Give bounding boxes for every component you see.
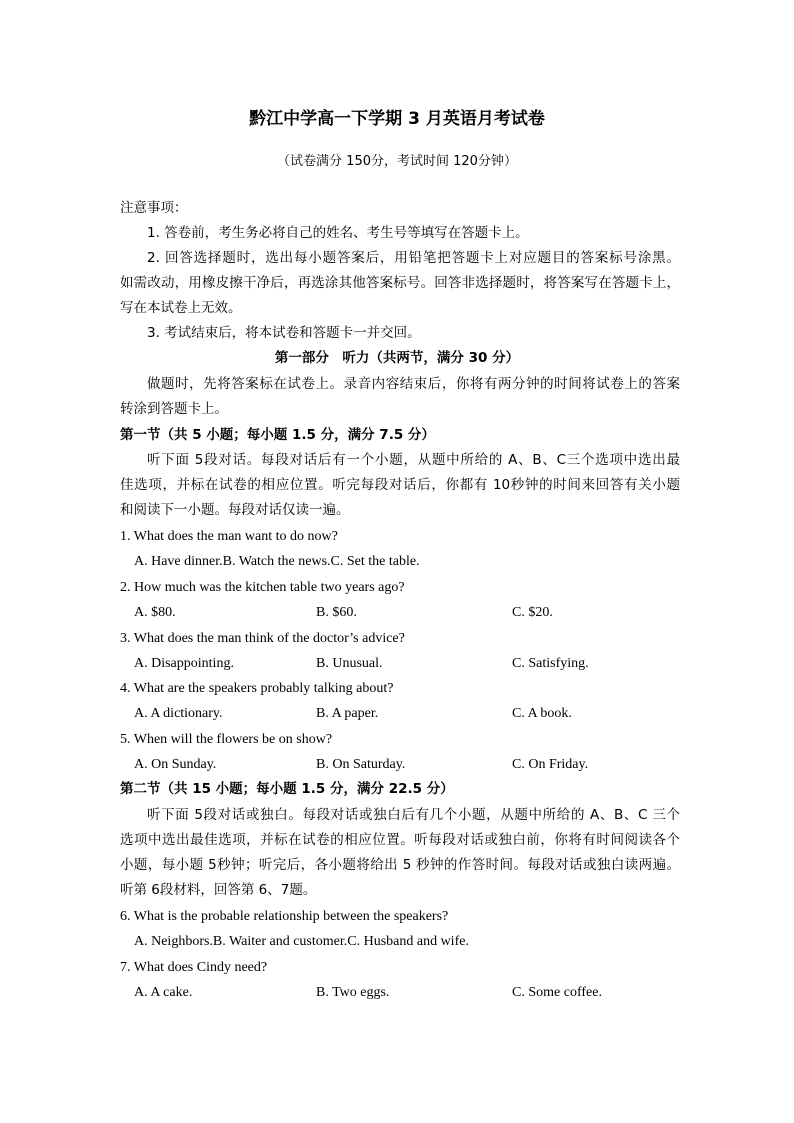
note-2-line-1: 2. 回答选择题时，选出每小题答案后，用铅笔把答题卡上对应题目的答案标号涂黑。 xyxy=(147,250,680,266)
notes-heading: 注意事项： xyxy=(120,200,188,216)
question-4-option-a: A. A dictionary. xyxy=(134,706,223,721)
section1-intro-line-1: 听下面 5段对话。每段对话后有一个小题，从题中所给的 A、B、C三个选项中选出最 xyxy=(147,452,680,468)
question-3-option-c: C. Satisfying. xyxy=(512,656,589,671)
question-7-option-b: B. Two eggs. xyxy=(316,985,390,1000)
note-2-line-2: 如需改动，用橡皮擦干净后，再选涂其他答案标号。回答非选择题时，将答案写在答题卡上， xyxy=(120,275,680,291)
question-3-option-a: A. Disappointing. xyxy=(134,656,234,671)
question-2-option-c: C. $20. xyxy=(512,605,553,620)
page-subtitle: （试卷满分 150分，考试时间 120分钟） xyxy=(277,154,517,169)
question-6: 6. What is the probable relationship between the speakers? xyxy=(120,909,449,924)
question-2-option-a: A. $80. xyxy=(134,605,176,620)
question-1: 1. What does the man want to do now? xyxy=(120,529,338,544)
question-5-option-a: A. On Sunday. xyxy=(134,757,217,772)
question-4-option-c: C. A book. xyxy=(512,706,572,721)
section2-intro-line-3: 小题，每小题 5秒钟；听完后，各小题将给出 5 秒钟的作答时间。每段对话或独白读两遍。 xyxy=(120,857,680,873)
question-5-option-b: B. On Saturday. xyxy=(316,757,406,772)
question-4-option-b: B. A paper. xyxy=(316,706,379,721)
question-3: 3. What does the man think of the doctor’s advice? xyxy=(120,631,405,646)
question-2-option-b: B. $60. xyxy=(316,605,357,620)
question-2: 2. How much was the kitchen table two years ago? xyxy=(120,580,405,595)
section1-intro-line-3: 和阅读下一小题。每段对话仅读一遍。 xyxy=(120,502,350,518)
part1-intro-line-1: 做题时，先将答案标在试卷上。录音内容结束后，你将有两分钟的时间将试卷上的答案 xyxy=(147,376,680,392)
note-2-line-3: 写在本试卷上无效。 xyxy=(120,300,242,316)
question-1-options: A. Have dinner.B. Watch the news.C. Set the table. xyxy=(134,554,420,569)
page-title: 黔江中学高一下学期 3 月英语月考试卷 xyxy=(249,109,545,129)
question-7-option-c: C. Some coffee. xyxy=(512,985,602,1000)
question-6-options: A. Neighbors.B. Waiter and customer.C. Husband and wife. xyxy=(134,934,469,949)
section2-intro-line-4: 听第 6段材料，回答第 6、7题。 xyxy=(120,882,317,898)
question-7-option-a: A. A cake. xyxy=(134,985,193,1000)
part1-heading: 第一部分 听力（共两节，满分 30 分） xyxy=(274,350,520,366)
question-5: 5. When will the flowers be on show? xyxy=(120,732,333,747)
note-1: 1. 答卷前，考生务必将自己的姓名、考生号等填写在答题卡上。 xyxy=(147,225,529,241)
section2-intro-line-2: 选项中选出最佳选项，并标在试卷的相应位置。听每段对话或独白前，你将有时间阅读各个 xyxy=(120,832,680,848)
part1-intro-line-2: 转涂到答题卡上。 xyxy=(120,401,228,417)
note-3: 3. 考试结束后，将本试卷和答题卡一并交回。 xyxy=(147,325,421,341)
section2-heading: 第二节（共 15 小题；每小题 1.5 分，满分 22.5 分） xyxy=(120,781,454,797)
section1-heading: 第一节（共 5 小题；每小题 1.5 分，满分 7.5 分） xyxy=(120,427,435,443)
question-4: 4. What are the speakers probably talking about? xyxy=(120,681,394,696)
section1-intro-line-2: 佳选项，并标在试卷的相应位置。听完每段对话后，你都有 10秒钟的时间来回答有关小题 xyxy=(120,477,680,493)
question-3-option-b: B. Unusual. xyxy=(316,656,383,671)
section2-intro-line-1: 听下面 5段对话或独白。每段对话或独白后有几个小题，从题中所给的 A、B、C 三个 xyxy=(147,807,680,823)
question-5-option-c: C. On Friday. xyxy=(512,757,589,772)
question-7: 7. What does Cindy need? xyxy=(120,960,268,975)
